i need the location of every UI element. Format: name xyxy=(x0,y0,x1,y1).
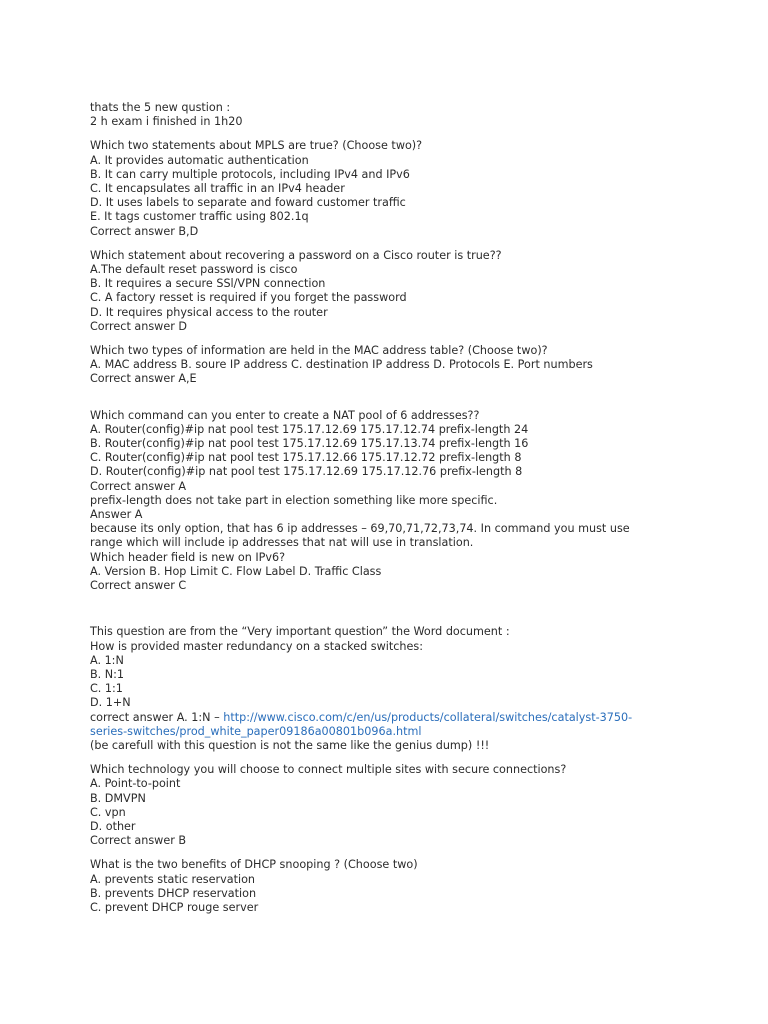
question-text: Which two types of information are held in the MAC address table? (Choose two)? xyxy=(90,344,548,358)
warning-note: (be carefull with this question is not the same like the genius dump) !!! xyxy=(90,738,490,752)
document-page xyxy=(90,101,750,925)
answer-option: C. prevent DHCP rouge server xyxy=(90,900,259,914)
question-block-mac-table xyxy=(90,344,750,387)
question-block-nat-pool xyxy=(90,409,750,594)
answer-option: A. MAC address B. soure IP address C. destination IP address D. Protocols E. Port numbers xyxy=(90,358,593,372)
question-text: How is provided master redundancy on a stacked switches: xyxy=(90,639,423,653)
answer-option: D. Router(config)#ip nat pool test 175.17.12.69 175.17.12.76 prefix-length 8 xyxy=(90,465,523,479)
answer-option: A.The default reset password is cisco xyxy=(90,263,298,277)
question-block-dhcp-snooping xyxy=(90,858,750,915)
question-block-password xyxy=(90,249,750,334)
question-text: Which statement about recovering a password on a Cisco router is true?? xyxy=(90,248,502,262)
explanation-line: because its only option, that has 6 ip addresses – 69,70,71,72,73,74. In command you must use xyxy=(90,522,630,536)
answer-option: B. It can carry multiple protocols, including IPv4 and IPv6 xyxy=(90,167,410,181)
answer-option: C. A factory resset is required if you forget the password xyxy=(90,291,407,305)
answer-option: A. It provides automatic authentication xyxy=(90,153,309,167)
correct-answer-with-link xyxy=(90,711,750,725)
intro-block xyxy=(90,101,750,129)
reference-link[interactable]: http://www.cisco.com/c/en/us/products/collateral/switches/catalyst-3750- xyxy=(223,710,633,724)
intro-line: thats the 5 new qustion : xyxy=(90,101,231,114)
question-text: Which technology you will choose to connect multiple sites with secure connections? xyxy=(90,763,567,777)
answer-option: A. Version B. Hop Limit C. Flow Label D. Traffic Class xyxy=(90,564,382,578)
correct-answer: correct answer A. 1:N – xyxy=(90,710,224,724)
answer-option: D. It uses labels to separate and foward customer traffic xyxy=(90,196,406,210)
section-intro: This question are from the “Very important question” the Word document : xyxy=(90,625,510,639)
answer-option: C. 1:1 xyxy=(90,682,123,696)
question-block-mpls xyxy=(90,139,750,238)
answer-option: E. It tags customer traffic using 802.1q xyxy=(90,210,309,224)
correct-answer: Correct answer A xyxy=(90,479,187,493)
explanation-line: range which will include ip addresses that nat will use in translation. xyxy=(90,536,474,550)
answer-option: D. 1+N xyxy=(90,696,131,710)
answer-option: B. It requires a secure SSl/VPN connection xyxy=(90,277,326,291)
question-text: What is the two benefits of DHCP snooping ? (Choose two) xyxy=(90,858,418,872)
intro-line: 2 h exam i finished in 1h20 xyxy=(90,115,243,129)
question-text: Which command can you enter to create a NAT pool of 6 addresses?? xyxy=(90,408,480,422)
question-text: Which two statements about MPLS are true? (Choose two)? xyxy=(90,139,423,153)
explanation-line: Answer A xyxy=(90,508,143,522)
answer-option: C. It encapsulates all traffic in an IPv4 header xyxy=(90,182,345,196)
reference-link-continuation xyxy=(90,725,750,739)
answer-option: A. 1:N xyxy=(90,653,124,667)
answer-option: A. prevents static reservation xyxy=(90,872,255,886)
answer-option: A. Router(config)#ip nat pool test 175.17.12.69 175.17.12.74 prefix-length 24 xyxy=(90,422,529,436)
correct-answer: Correct answer D xyxy=(90,319,187,333)
answer-option: B. DMVPN xyxy=(90,791,146,805)
answer-option: D. other xyxy=(90,819,136,833)
explanation-line: prefix-length does not take part in election something like more specific. xyxy=(90,493,498,507)
answer-option: B. N:1 xyxy=(90,667,125,681)
answer-option: B. prevents DHCP reservation xyxy=(90,886,257,900)
question-block-secure-sites xyxy=(90,763,750,848)
question-block-stack-redundancy xyxy=(90,625,750,753)
correct-answer: Correct answer A,E xyxy=(90,372,197,386)
correct-answer: Correct answer B xyxy=(90,834,187,848)
correct-answer: Correct answer B,D xyxy=(90,224,199,238)
answer-option: A. Point-to-point xyxy=(90,777,181,791)
correct-answer: Correct answer C xyxy=(90,579,187,593)
answer-option: C. vpn xyxy=(90,805,126,819)
reference-link[interactable]: series-switches/prod_white_paper09186a00801b096a.html xyxy=(90,724,422,738)
answer-option: C. Router(config)#ip nat pool test 175.17.12.66 175.17.12.72 prefix-length 8 xyxy=(90,451,522,465)
answer-option: D. It requires physical access to the router xyxy=(90,305,328,319)
answer-option: B. Router(config)#ip nat pool test 175.17.12.69 175.17.13.74 prefix-length 16 xyxy=(90,437,529,451)
question-text: Which header field is new on IPv6? xyxy=(90,550,286,564)
